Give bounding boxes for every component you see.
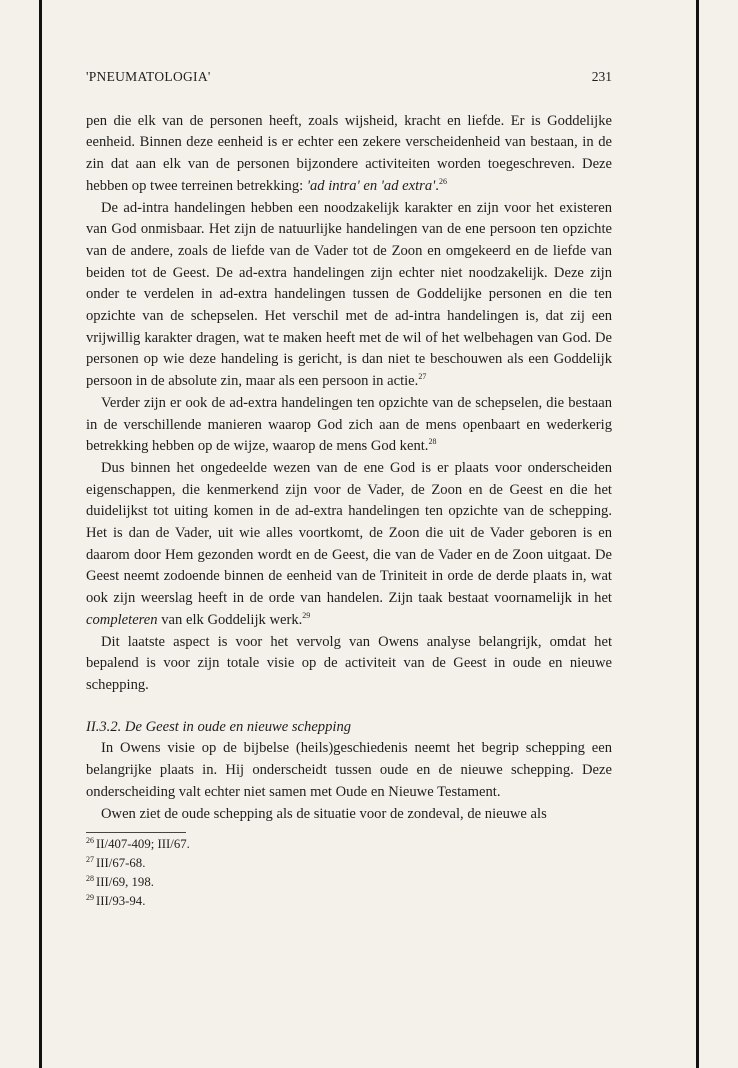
running-title: 'PNEUMATOLOGIA': [86, 69, 211, 84]
section-heading: II.3.2. De Geest in oude en nieuwe schepping: [86, 718, 352, 735]
paragraph-1: pen die elk van de personen heeft, zoals wijsheid, kracht en liefde. Er is Goddelijke eenheid. Binnen deze eenheid is er echter een zekere verscheidenheid van bestaan, in de zin dat aan elk van de personen bijzondere activiteiten worden toegeschreven. Deze hebben op twee terreinen betrekking: 'ad intra' en 'ad extra'.$^{26}$: [86, 112, 612, 194]
paragraph-4: Dus binnen het ongedeelde wezen van de ene God is er plaats voor onderscheiden eigenschappen, die kenmerkend zijn voor de Vader, de Zoon en de Geest en die het duidelijkst tot uiting komen in de ad-extra handelingen ten opzichte van de schepping. Het is dan de Vader, uit wie alles voortkomt, de Zoon die uit de Vader geboren is en daarom door Hem gezonden wordt en de Geest, die van de Vader en de Zoon uitgaat. De Geest neemt zodoende binnen de eenheid van de Triniteit in orde de derde plaats in, wat ook zijn weerslag heeft in de orde van handelen. Zijn taak bestaat voornamelijk in het completeren van elk Goddelijk werk.$^{29}$: [86, 459, 612, 628]
paragraph-2: De ad-intra handelingen hebben een noodzakelijk karakter en zijn voor het existeren van God onmisbaar. Het zijn de natuurlijke handelingen van de ene persoon ten opzichte van de andere, zoals de liefde van de Vader tot de Zoon en omgekeerd en de liefde van beiden tot de Geest. De ad-extra handelingen zijn echter niet noodzakelijk. Deze zijn onder te verdelen in ad-extra handelingen tussen de Goddelijke personen en die ten opzichte van de schepselen. Het verschil met de ad-intra handelingen is, dat zij een vrijwillig karakter dragen, wat te maken heeft met de wil of het welbehagen van God. De personen op wie deze handeling is gericht, is dan niet te beschouwen als een Goddelijk persoon in de absolute zin, maar als een persoon in actie.$^{27}$: [86, 199, 612, 390]
footnote-ref-28: 28: [428, 437, 437, 447]
paragraph-7: Owen ziet de oude schepping als de situatie voor de zondeval, de nieuwe als: [101, 805, 547, 822]
footnote-ref-29: 29: [302, 610, 311, 620]
footnote-27: $^{27}$ III/67-68.: [86, 855, 146, 871]
footnote-separator: [86, 832, 186, 833]
right-edge-bar: [696, 0, 699, 1068]
paragraph-6: In Owens visie op de bijbelse (heils)geschiedenis neemt het begrip schepping een belangrijke plaats in. Hij onderscheidt tussen oude en de nieuwe schepping. Deze onderscheiding valt echter niet samen met Oude en Nieuwe Testament.: [86, 740, 612, 800]
footnote-ref-26: 26: [438, 176, 447, 186]
footnote-26: $^{26}$ II/407-409; III/67.: [86, 836, 190, 852]
ad-intra-extra-term: 'ad intra' en 'ad extra': [306, 177, 436, 194]
left-edge-bar: [39, 0, 42, 1068]
completeren-term: completeren: [86, 611, 158, 628]
footnote-29: $^{29}$ III/93-94.: [86, 893, 146, 909]
page-header: [86, 66, 612, 88]
book-page: [86, 66, 612, 911]
paragraph-5: Dit laatste aspect is voor het vervolg van Owens analyse belangrijk, omdat het bepalend is voor zijn totale visie op de activiteit van de Geest in oude en nieuwe schepping.: [86, 633, 612, 693]
page-number: 231: [591, 69, 612, 84]
footnote-28: $^{28}$ III/69, 198.: [86, 874, 154, 890]
paragraph-3: Verder zijn er ook de ad-extra handelingen ten opzichte van de schepselen, die bestaan in de verschillende manieren waarop God zich aan de mens openbaart en wederkerig betrekking hebben op de wijze, waarop de mens God kent.$^{28}$: [86, 394, 612, 455]
footnote-ref-27: 27: [418, 372, 427, 382]
